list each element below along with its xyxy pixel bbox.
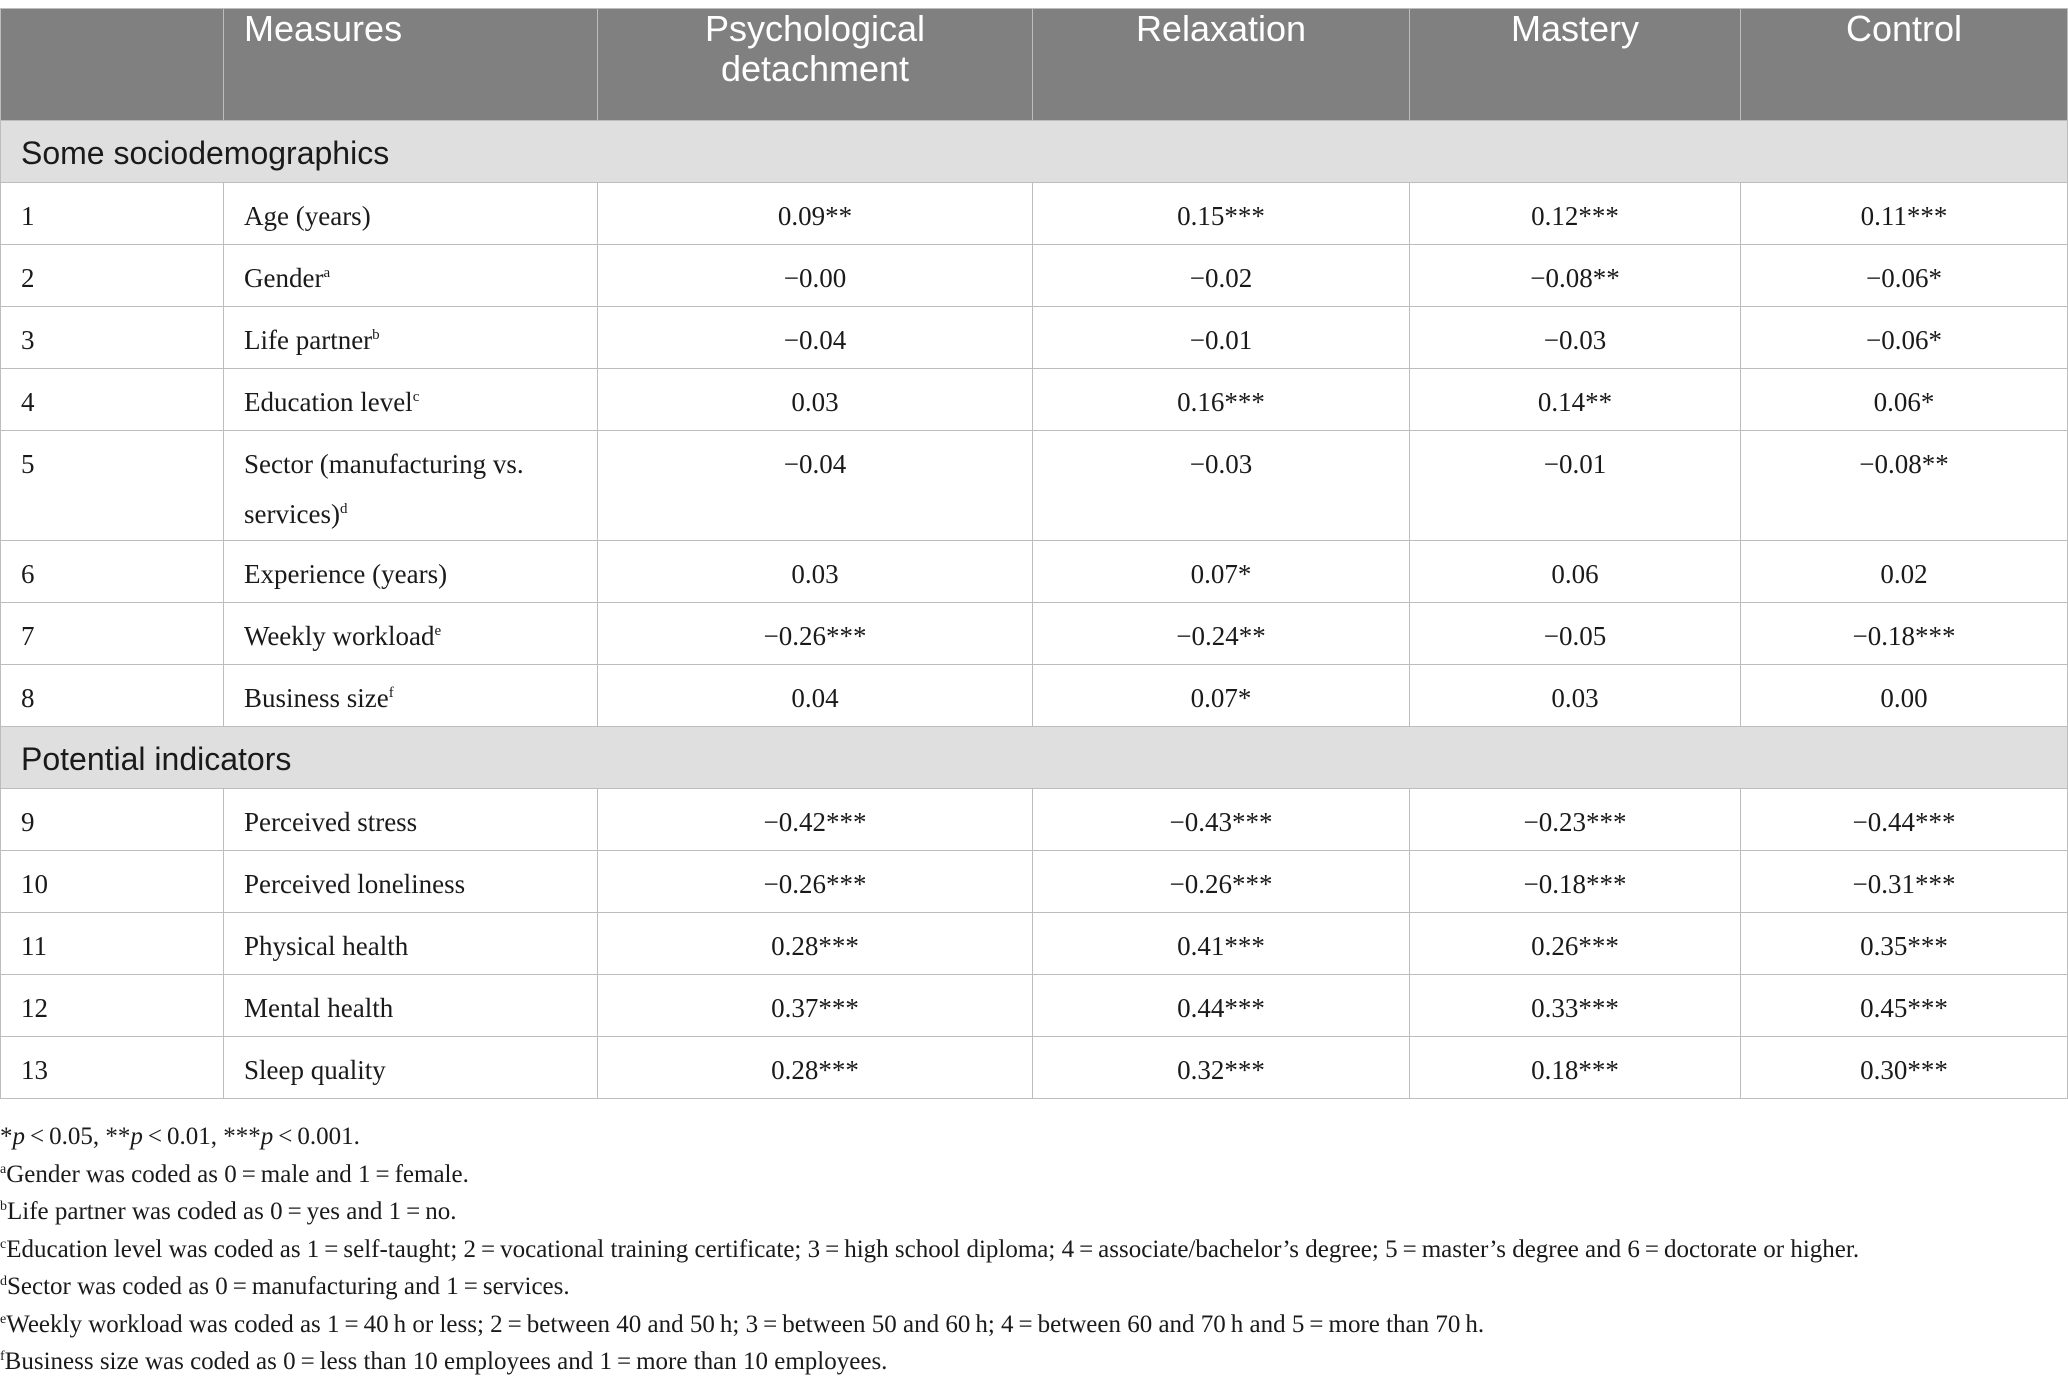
cell-mastery: 0.03 <box>1410 665 1741 727</box>
row-number: 6 <box>1 541 224 603</box>
footnote-text: Gender was coded as 0 = male and 1 = female. <box>6 1160 469 1188</box>
cell-mastery: −0.03 <box>1410 307 1741 369</box>
measure-text: Experience (years) <box>244 559 448 589</box>
table-row <box>1 851 2068 913</box>
cell-control: 0.45*** <box>1741 975 2068 1037</box>
cell-control: 0.30*** <box>1741 1037 2068 1099</box>
table-row <box>1 913 2068 975</box>
table-row <box>1 183 2068 245</box>
cell-relaxation: 0.16*** <box>1033 369 1410 431</box>
row-measure <box>224 975 598 1037</box>
footnote-marker: f <box>0 1349 5 1364</box>
measure-text: Age (years) <box>244 201 371 231</box>
footnote <box>0 1231 1859 1269</box>
cell-mastery: 0.26*** <box>1410 913 1741 975</box>
row-measure <box>224 307 598 369</box>
row-measure <box>224 369 598 431</box>
table-row <box>1 603 2068 665</box>
sig-p: p <box>12 1123 25 1150</box>
significance-note <box>0 1118 1859 1156</box>
cell-control: −0.44*** <box>1741 789 2068 851</box>
cell-mastery: 0.12*** <box>1410 183 1741 245</box>
cell-psychological-detachment: −0.42*** <box>598 789 1033 851</box>
measure-text-wrapped <box>244 439 597 539</box>
cell-mastery: 0.18*** <box>1410 1037 1741 1099</box>
header-index <box>1 9 224 121</box>
cell-mastery: −0.01 <box>1410 431 1741 541</box>
sig-p: p <box>130 1123 143 1150</box>
cell-control: 0.35*** <box>1741 913 2068 975</box>
footnote <box>0 1268 1859 1306</box>
cell-relaxation: 0.07* <box>1033 541 1410 603</box>
sig-text: < 0.001. <box>273 1123 360 1150</box>
table-row <box>1 1037 2068 1099</box>
measure-text: Business size <box>244 683 389 713</box>
section-row <box>1 121 2068 183</box>
cell-psychological-detachment: 0.28*** <box>598 1037 1033 1099</box>
correlation-table <box>0 8 2068 1099</box>
section-row <box>1 727 2068 789</box>
measure-text: Perceived stress <box>244 807 418 837</box>
row-measure <box>224 541 598 603</box>
measure-text: Perceived loneliness <box>244 869 466 899</box>
footnote-marker: a <box>0 1161 7 1177</box>
footnote-marker: d <box>339 501 348 517</box>
row-measure <box>224 665 598 727</box>
cell-relaxation: −0.43*** <box>1033 789 1410 851</box>
header-measures: Measures <box>224 9 598 121</box>
cell-control: 0.02 <box>1741 541 2068 603</box>
table-header-row <box>1 9 2068 121</box>
cell-mastery: −0.08** <box>1410 245 1741 307</box>
cell-control: 0.11*** <box>1741 183 2068 245</box>
cell-mastery: −0.18*** <box>1410 851 1741 913</box>
sig-text: < 0.05, ** <box>25 1123 131 1150</box>
cell-mastery: 0.14** <box>1410 369 1741 431</box>
cell-relaxation: 0.32*** <box>1033 1037 1410 1099</box>
row-measure <box>224 789 598 851</box>
cell-relaxation: 0.44*** <box>1033 975 1410 1037</box>
cell-psychological-detachment: −0.04 <box>598 307 1033 369</box>
footnote-marker: b <box>0 1199 7 1214</box>
cell-relaxation: −0.24** <box>1033 603 1410 665</box>
cell-control: −0.06* <box>1741 245 2068 307</box>
measure-text: Mental health <box>244 993 394 1023</box>
row-number: 13 <box>1 1037 224 1099</box>
footnote <box>0 1156 1859 1194</box>
footnote-marker: e <box>0 1311 7 1327</box>
header-relaxation: Relaxation <box>1033 9 1410 121</box>
footnote-marker: f <box>388 685 394 701</box>
cell-psychological-detachment: 0.04 <box>598 665 1033 727</box>
cell-control: −0.06* <box>1741 307 2068 369</box>
measure-text-line1: Sector (manufacturing vs. <box>244 449 524 479</box>
header-mastery: Mastery <box>1410 9 1741 121</box>
measure-text: Weekly workload <box>244 621 435 651</box>
row-measure <box>224 913 598 975</box>
cell-psychological-detachment: −0.26*** <box>598 851 1033 913</box>
row-measure <box>224 245 598 307</box>
measure-text-line2: services) <box>244 499 340 529</box>
cell-mastery: −0.23*** <box>1410 789 1741 851</box>
header-psych-line1: Psychological <box>704 8 926 49</box>
footnote-marker: b <box>372 327 380 343</box>
footnote <box>0 1306 1859 1344</box>
footnote-text: Sector was coded as 0 = manufacturing and 1 = services. <box>7 1273 570 1300</box>
row-number: 4 <box>1 369 224 431</box>
table-row <box>1 789 2068 851</box>
cell-relaxation: −0.02 <box>1033 245 1410 307</box>
cell-psychological-detachment: 0.03 <box>598 541 1033 603</box>
footnote-text: Life partner was coded as 0 = yes and 1 = no. <box>7 1198 457 1225</box>
row-number: 3 <box>1 307 224 369</box>
row-measure <box>224 603 598 665</box>
row-number: 1 <box>1 183 224 245</box>
cell-psychological-detachment: −0.26*** <box>598 603 1033 665</box>
footnote <box>0 1193 1859 1231</box>
cell-mastery: 0.06 <box>1410 541 1741 603</box>
table-row <box>1 975 2068 1037</box>
table-row <box>1 245 2068 307</box>
table-row <box>1 665 2068 727</box>
header-control: Control <box>1741 9 2068 121</box>
cell-relaxation: 0.41*** <box>1033 913 1410 975</box>
row-number: 12 <box>1 975 224 1037</box>
cell-control: 0.00 <box>1741 665 2068 727</box>
header-psych-line2: detachment <box>720 48 910 89</box>
footnote-text: Education level was coded as 1 = self-taught; 2 = vocational training certificate; 3 = high school diploma; 4 = associate/bachelor’s degree; 5 = master’s degree and 6 = doctorate or higher. <box>6 1235 1860 1263</box>
cell-psychological-detachment: 0.09** <box>598 183 1033 245</box>
sig-text: < 0.01, *** <box>142 1123 261 1150</box>
measure-text: Gender <box>244 263 324 293</box>
row-number: 10 <box>1 851 224 913</box>
cell-control: −0.08** <box>1741 431 2068 541</box>
cell-relaxation: 0.15*** <box>1033 183 1410 245</box>
cell-psychological-detachment: 0.37*** <box>598 975 1033 1037</box>
footnote-marker: a <box>323 265 331 281</box>
row-number: 7 <box>1 603 224 665</box>
cell-mastery: −0.05 <box>1410 603 1741 665</box>
row-measure <box>224 851 598 913</box>
row-measure <box>224 431 598 541</box>
section-title-potential-indicators: Potential indicators <box>1 727 2068 789</box>
sig-star: * <box>0 1123 13 1150</box>
footnote-text: Business size was coded as 0 = less than 10 employees and 1 = more than 10 employees. <box>4 1348 888 1375</box>
table-notes <box>0 1118 1859 1381</box>
section-title-sociodemographics: Some sociodemographics <box>1 121 2068 183</box>
footnote-text: Weekly workload was coded as 1 = 40 h or less; 2 = between 40 and 50 h; 3 = between 50 and 60 h; 4 = between 60 and 70 h and 5 = more than 70 h. <box>6 1310 1485 1338</box>
cell-relaxation: 0.07* <box>1033 665 1410 727</box>
measure-text: Education level <box>244 387 413 417</box>
cell-psychological-detachment: −0.04 <box>598 431 1033 541</box>
cell-relaxation: −0.01 <box>1033 307 1410 369</box>
footnote-marker: d <box>0 1274 7 1289</box>
cell-relaxation: −0.03 <box>1033 431 1410 541</box>
measure-text: Life partner <box>244 325 373 355</box>
row-measure <box>224 1037 598 1099</box>
cell-control: −0.31*** <box>1741 851 2068 913</box>
sig-p: p <box>260 1123 274 1150</box>
table-row <box>1 431 2068 541</box>
row-number: 9 <box>1 789 224 851</box>
footnote-marker: c <box>412 389 420 405</box>
row-measure <box>224 183 598 245</box>
cell-mastery: 0.33*** <box>1410 975 1741 1037</box>
cell-control: −0.18*** <box>1741 603 2068 665</box>
footnote <box>0 1343 1859 1381</box>
table-row <box>1 369 2068 431</box>
cell-psychological-detachment: 0.28*** <box>598 913 1033 975</box>
row-number: 11 <box>1 913 224 975</box>
measure-text: Sleep quality <box>244 1055 386 1085</box>
header-psychological-detachment <box>598 9 1033 121</box>
row-number: 2 <box>1 245 224 307</box>
cell-psychological-detachment: −0.00 <box>598 245 1033 307</box>
cell-relaxation: −0.26*** <box>1033 851 1410 913</box>
footnote-marker: e <box>434 623 442 639</box>
footnote-marker: c <box>0 1236 7 1252</box>
measure-text: Physical health <box>244 931 409 961</box>
row-number: 8 <box>1 665 224 727</box>
cell-psychological-detachment: 0.03 <box>598 369 1033 431</box>
cell-control: 0.06* <box>1741 369 2068 431</box>
table-row <box>1 307 2068 369</box>
row-number: 5 <box>1 431 224 541</box>
table-row <box>1 541 2068 603</box>
